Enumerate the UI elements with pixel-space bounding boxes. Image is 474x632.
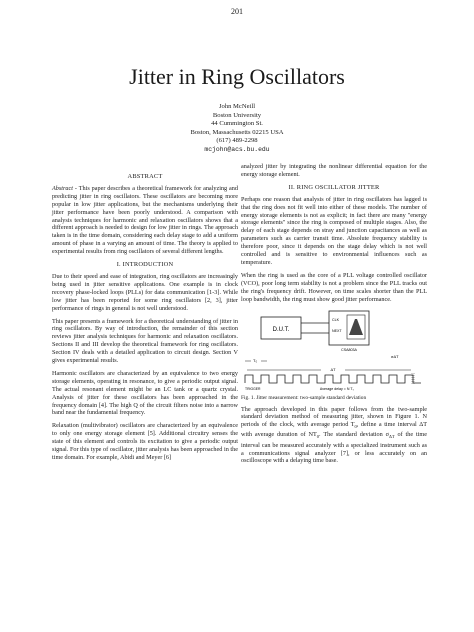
jitter-measurement-diagram [241,309,427,391]
sigma-label: σΔT [391,353,399,359]
author-email: mcjohn@acs.bu.edu [204,145,270,153]
intro-paragraph-4: Relaxation (multivibrator) oscillators are characterized by an equivalence to only one energy storage element [5]. Additional circuitry senses the state of this element and controls its excitation to give a periodic output signal. For this type of oscillator, jitter analysis has been approached in the time domain. For example, Abidi and Meyer [6] [52,422,238,461]
author-block [0,103,474,155]
intro-paragraph-3: Harmonic oscillators are characterized by an equivalence to two energy storage elements, operating in resonance, to give a periodic output signal. The actual resonant element might be an LC tank or a quartz crystal. Analysis of jitter for these oscillators has been approached in the frequency domain [4]. The high Q of the circuit filters noise into a narrow band near the fundamental frequency. [52,369,238,417]
left-column [52,170,238,467]
section-2-heading: II. RING OSCILLATOR JITTER [288,183,380,191]
dut-label: D.U.T. [272,326,290,333]
delta-t-label: ΔT [330,366,336,372]
page-number: 201 [231,7,243,16]
introduction-heading: I. INTRODUCTION [116,261,174,269]
right-column [241,163,427,470]
clk-label: CLK [332,317,339,322]
next-label: NEXT [332,328,342,333]
abstract-heading: ABSTRACT [127,173,163,180]
paper-title: Jitter in Ring Oscillators [129,64,345,89]
average-label: Average delay = N T₀ [319,386,355,391]
author-city: Boston, Massachusetts 02215 USA [190,128,284,136]
figure-caption: Fig. 1. Jitter measurement: two-sample standard deviation [241,394,367,401]
continued-paragraph: analyzed jitter by integrating the nonlinear differential equation for the energy storage element. [241,163,427,178]
figure-1 [241,309,427,391]
author-name: John McNeill [218,103,256,110]
section-2-paragraph-3: The approach developed in this paper follows from the two-sample standard deviation method of measuring jitter, shown in Figure 1. N periods of the clock, with average period $T_0$, define a time interval ΔT with average duration of $NT_0$. The standard deviation $\sigma_{\Delta T}$ of the time interval can be measured accurately with a specialized instrument such as a communications signal analyzer [7], or less accurately on an oscilloscope with a delaying time base. [241,405,427,465]
instrument-label: CSA803A [341,347,357,352]
t0-label: T₀ [253,357,258,363]
intro-paragraph-1: Due to their speed and ease of integration, ring oscillators are increasingly being used in jitter sensitive applications. One example is in clock recovery phase-locked loops (PLLs) for data communication [1-3]. While low jitter has been reported for some ring oscillators [2, 3], jitter performance of rings in general is not well understood. [52,272,238,312]
abstract-label: Abstract [52,184,73,192]
section-2-paragraph-2: When the ring is used as the core of a PLL voltage controlled oscillator (VCO), poor long term stability is not a problem since the PLL tracks out the ring's frequency drift. However, on time scales shorter than the PLL loop bandwidth, the ring must show good jitter performance. [241,271,427,303]
trigger-label: TRIGGER [245,386,261,391]
abstract-text: - This paper describes a theoretical framework for analyzing and predicting jitter in ring oscillators. These oscillators are becoming more popular in low jitter applications, but the mechanisms underlying their jitter performance have been poorly understood. A comparison with analysis techniques for harmonic and relaxation oscillators shows that a different approach is needed to design for low jitter in rings. The approach taken is in the time domain, considering each delay stage to add a uniform amount of phase in a varying an amount of time. The theory is applied to experimental results from ring oscillators of several different lengths. [52,184,238,256]
author-street: 44 Cummington St. [211,120,263,128]
clock-waveform [245,375,421,383]
intro-paragraph-2: This paper presents a framework for a theoretical understanding of jitter in ring oscillators. By way of introduction, the remainder of this section reviews jitter analysis techniques for harmonic and relaxation oscillators. Sections II and III develop the theoretical framework for ring oscillators. Section IV deals with a detailed application to circuit design. Section V gives experimental results. [52,317,238,365]
author-affiliation: Boston University [212,111,262,119]
abstract-paragraph [52,185,238,256]
section-2-paragraph-1: Perhaps one reason that analysis of jitter in ring oscillators has lagged is that the ring does not fit well into either of these models. The number of energy storage elements is not as explicit; in fact there are many "energy storage elements" since the ring is composed of multiple stages. Also, the delay of each stage depends on stray and junction capacitances as well as parameters such as carrier transit time. Absolute frequency stability is therefore poor, since it depends on the stage delay which is not well controlled and is sensitive to environmental influences such as temperature. [241,195,427,266]
author-phone: (617) 489-2298 [216,137,258,145]
